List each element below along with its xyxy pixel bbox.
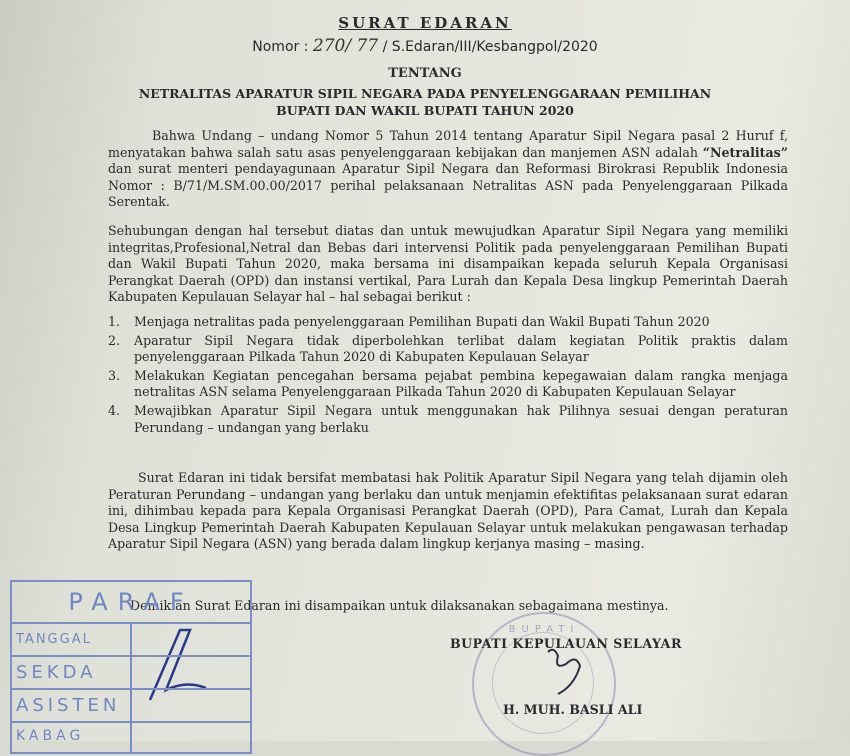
stamp-row: ASISTEN bbox=[12, 690, 250, 723]
list-item: 2. Aparatur Sipil Negara tidak diperbolehkan terlibat dalam kegiatan Politik praktis dalam penyelenggaraan Pilkada Tahun 2020 di Kabupaten Kepulauan Selayar bbox=[108, 332, 788, 365]
subject-line-2: BUPATI DAN WAKIL BUPATI TAHUN 2020 bbox=[276, 103, 574, 118]
subject-line-1: NETRALITAS APARATUR SIPIL NEGARA PADA PENYELENGGARAAN PEMILIHAN bbox=[138, 86, 712, 101]
stamp-heading: PARAF bbox=[12, 582, 250, 624]
nomor-suffix: / S.Edaran/III/Kesbangpol/2020 bbox=[382, 39, 598, 55]
signatory-name: H. MUH. BASLI ALI bbox=[503, 702, 643, 717]
subject-heading: TENTANG bbox=[388, 66, 462, 81]
list-item: 1. Menjaga netralitas pada penyelenggaraan Pemilihan Bupati dan Wakil Bupati Tahun 2020 bbox=[108, 314, 710, 329]
document-number bbox=[0, 36, 850, 56]
paragraph-2: Sehubungan dengan hal tersebut diatas dan untuk mewujudkan Aparatur Sipil Negara yang memiliki integritas,Profesional,Netral dan Bebas dari intervensi Politik pada penyelenggaraan Pemilihan Bupati dan Wakil Bupati Tahun 2020, maka bersama ini disampaikan kepada seluruh Kepala Organisasi Perangkat Daerah (OPD) dan instansi vertikal, Para Lurah dan Kepala Desa lingkup Pemerintah Daerah Kabupaten Kepulauan Selayar hal – hal sebagai berikut : bbox=[108, 223, 788, 305]
list-item: 3. Melakukan Kegiatan pencegahan bersama pejabat pembina kepegawaian dalam rangka menjaga netralitas ASN selama Penyelenggaraan Pilkada Tahun 2020 di Kabupaten Kepulauan Selayar bbox=[108, 367, 788, 400]
stamp-row: SEKDA bbox=[12, 657, 250, 690]
list-item: 4. Mewajibkan Aparatur Sipil Negara untuk menggunakan hak Pilihnya sesuai dengan peraturan Perundang – undangan yang berlaku bbox=[108, 402, 788, 435]
signatory-title: BUPATI KEPULAUAN SELAYAR bbox=[450, 636, 682, 651]
directive-list bbox=[108, 314, 788, 438]
stamp-row: KABAG bbox=[16, 728, 85, 744]
seal-text: BUPATI bbox=[508, 624, 580, 635]
netralitas-emphasis: “Netralitas” bbox=[702, 144, 788, 160]
paragraph-3: Surat Edaran ini tidak bersifat membatasi hak Politik Aparatur Sipil Negara yang telah dijamin oleh Peraturan Perundang – undangan yang berlaku dan untuk menjamin efektifitas pelaksanaan surat edaran ini, dihimbau kepada para Kepala Organisasi Perangkat Daerah (OPD), Para Camat, Lurah dan Kepala Desa Lingkup Pemerintah Daerah Kabupaten Kepulauan Selayar untuk melakukan pengawasan terhadap Aparatur Sipil Negara (ASN) yang berada dalam lingkup kerjanya masing – masing. bbox=[108, 470, 788, 552]
nomor-label: Nomor : bbox=[252, 39, 309, 55]
document-title: SURAT EDARAN bbox=[338, 14, 512, 32]
stamp-row: TANGGAL bbox=[12, 624, 250, 657]
official-seal bbox=[472, 612, 616, 756]
closing-paragraph: Demikian Surat Edaran ini disampaikan untuk dilaksanakan sebagaimana mestinya. bbox=[130, 598, 669, 613]
paraf-stamp bbox=[10, 580, 252, 754]
paragraph-1: Bahwa Undang – undang Nomor 5 Tahun 2014 tentang Aparatur Sipil Negara pasal 2 Huruf f, menyatakan bahwa salah satu asas penyelenggaraan kebijakan dan manjemen ASN adalah “Netralitas” dan surat menteri pendayagunaan Aparatur Sipil Negara dan Reformasi Birokrasi Republik Indonesia Nomor : B/71/M.SM.00.00/2017 perihal pelaksanaan Netralitas ASN pada Penyelenggaraan Pilkada Serentak. bbox=[108, 128, 788, 210]
nomor-handwritten: 270/ 77 bbox=[312, 36, 379, 56]
